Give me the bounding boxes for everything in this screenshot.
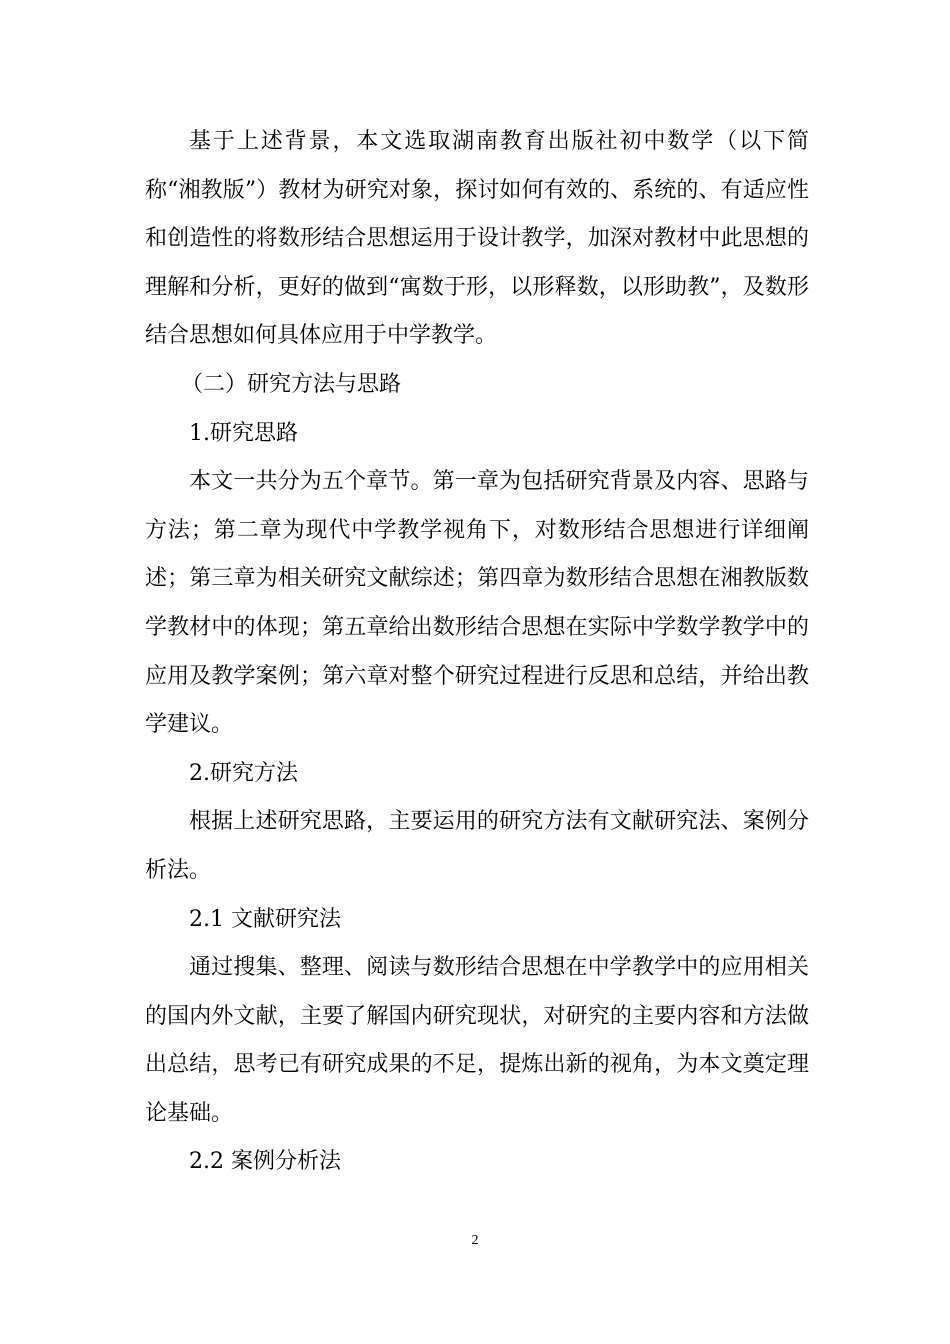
paragraph-methods: 根据上述研究思路，主要运用的研究方法有文献研究法、案例分析法。 — [145, 809, 809, 883]
paragraph-literature: 通过搜集、整理、阅读与数形结合思想在中学教学中的应用相关的国内外文献，主要了解国内研究现状，对研究的主要内容和方法做出总结，思考已有研究成果的不足，提炼出新的视角，为本文奠定理论基础。 — [145, 955, 809, 1126]
subheading-research-methods: 2.研究方法 — [189, 760, 298, 786]
subheading-case-method: 2.2 案例分析法 — [189, 1149, 341, 1175]
subheading-research-approach: 1.研究思路 — [189, 420, 298, 446]
page-body — [145, 118, 809, 1187]
section-heading: （二）研究方法与思路 — [181, 371, 402, 397]
subheading-literature-method: 2.1 文献研究法 — [189, 906, 341, 932]
page-number: 2 — [471, 1233, 479, 1248]
paragraph-chapters: 本文一共分为五个章节。第一章为包括研究背景及内容、思路与方法；第二章为现代中学教学视角下，对数形结合思想进行详细阐述；第三章为相关研究文献综述；第四章为数形结合思想在湘教版数学教材中的体现；第五章给出数形结合思想在实际中学数学教学中的应用及教学案例；第六章对整个研究过程进行反思和总结，并给出教学建议。 — [145, 469, 809, 738]
paragraph-background: 基于上述背景，本文选取湖南教育出版社初中数学（以下简称“湘教版”）教材为研究对象，探讨如何有效的、系统的、有适应性和创造性的将数形结合思想运用于设计教学，加深对教材中此思想的理解和分析，更好的做到“寓数于形，以形释数，以形助教”，及数形结合思想如何具体应用于中学教学。 — [145, 129, 809, 349]
